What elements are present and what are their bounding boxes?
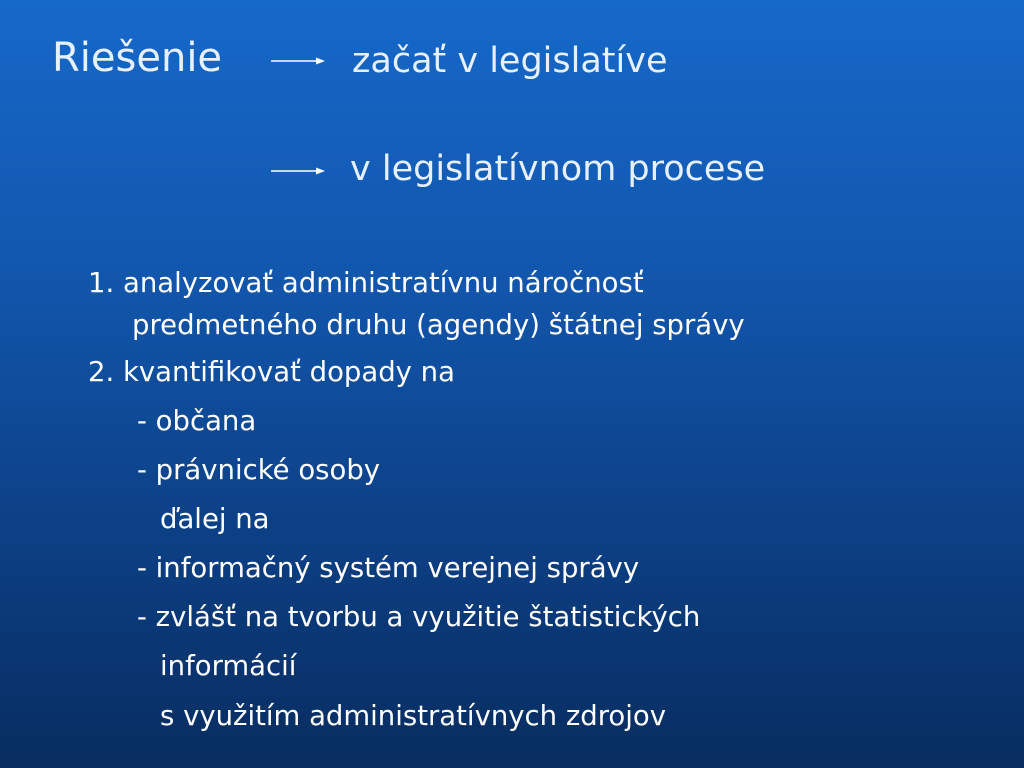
body-line: informácií: [160, 650, 297, 682]
body-line: - občana: [137, 405, 257, 437]
body-line: ďalej na: [160, 503, 270, 535]
body-line: - právnické osoby: [137, 454, 381, 486]
body-line: predmetného druhu (agendy) štátnej správy: [132, 309, 745, 341]
body-line: s využitím administratívnych zdrojov: [160, 700, 666, 732]
solution-item-legislative-process: v legislatívnom procese: [350, 149, 766, 189]
body-line: 2. kvantifikovať dopady na: [88, 356, 455, 388]
solution-item-legislation: začať v legislatíve: [352, 41, 668, 81]
body-line: - informačný systém verejnej správy: [137, 552, 640, 584]
body-line: - zvlášť na tvorbu a využitie štatistických: [137, 601, 701, 633]
slide-title: Riešenie: [52, 35, 223, 81]
right-arrow-icon: [271, 55, 325, 67]
body-line: 1. analyzovať administratívnu náročnosť: [88, 267, 644, 299]
right-arrow-icon: [271, 165, 325, 177]
